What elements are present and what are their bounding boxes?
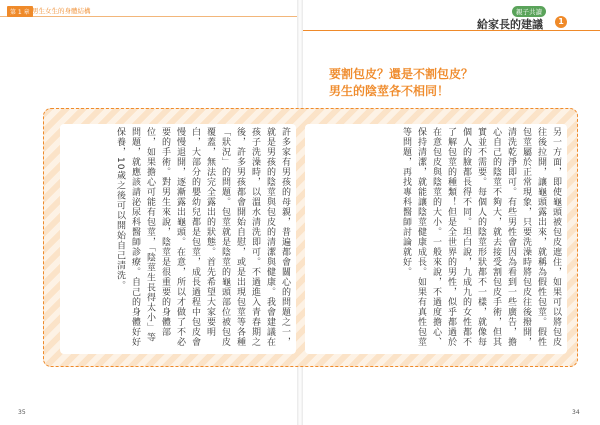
chapter-title: 男生女生的身體結構 <box>32 7 91 15</box>
left-column-text: 許多家有男孩的母親，普遍都會關心的問題之一，就是男孩的陰莖與包皮的清潔與健康。我會建議在孩子洗澡時，以溫水清洗即可。不過進入青春期之後，許多男孩都會開始自慰，或是出現包莖等各種「狀況」的問題。包莖就是陰莖的龜頭部位被包皮覆蓋，無法完全露出的狀態。首先希望大家要明白，大部分的嬰幼兒都是包莖，成長過程中包皮會慢慢退開，逐漸露出龜頭。在意，所以才做了不必要的手術。對男生來說，陰莖是很重要的身體部位，如果擔心可能有包莖，「陰莖生長得太小」等問題，就應該請泌尿科醫師診療。自己的身體好好保養，10歲之後可以開始自己清洗。 <box>115 127 290 347</box>
advice-number-badge: 1 <box>555 16 567 28</box>
advice-title: 給家長的建議 <box>477 18 543 31</box>
headline <box>329 66 473 100</box>
chapter-rule <box>0 16 297 17</box>
headline-line-1: 要割包皮？還是不割包皮？ <box>329 67 474 81</box>
parent-reading-pill: 親子共讀 <box>512 6 546 17</box>
page-number-right: 34 <box>572 409 580 416</box>
right-text-column <box>305 124 567 354</box>
advice-rule <box>303 30 600 31</box>
headline-line-2: 男生的陰莖各不相同！ <box>329 84 450 98</box>
left-text-column <box>60 124 296 354</box>
right-column-text: 另一方面，即使龜頭被包皮遮住，如果可以將包皮往後拉開，讓龜頭露出來，就稱為假性包莖。假性包莖屬於正常現象，只要洗澡時將包皮往後撥開，清洗乾淨即可。有些男性會因為看到一些廣告，擔心自己的陰莖不夠大，就去接受割包皮手術，但其實並不需要。每個人的陰莖形狀都不一樣，就像每個人的臉都長得不同。坦白說，九成九的女性都不了解包莖的種類！但是全世界的男性，似乎都過於在意包皮與陰莖的大小。一般來說，不過度擔心、保持清潔，就能讓陰莖健康成長。如果有真性包莖等問題，再找專科醫師討論就好。 <box>401 127 561 347</box>
page-number-left: 35 <box>18 409 26 416</box>
chapter-tag: 第 1 章 <box>7 6 33 17</box>
